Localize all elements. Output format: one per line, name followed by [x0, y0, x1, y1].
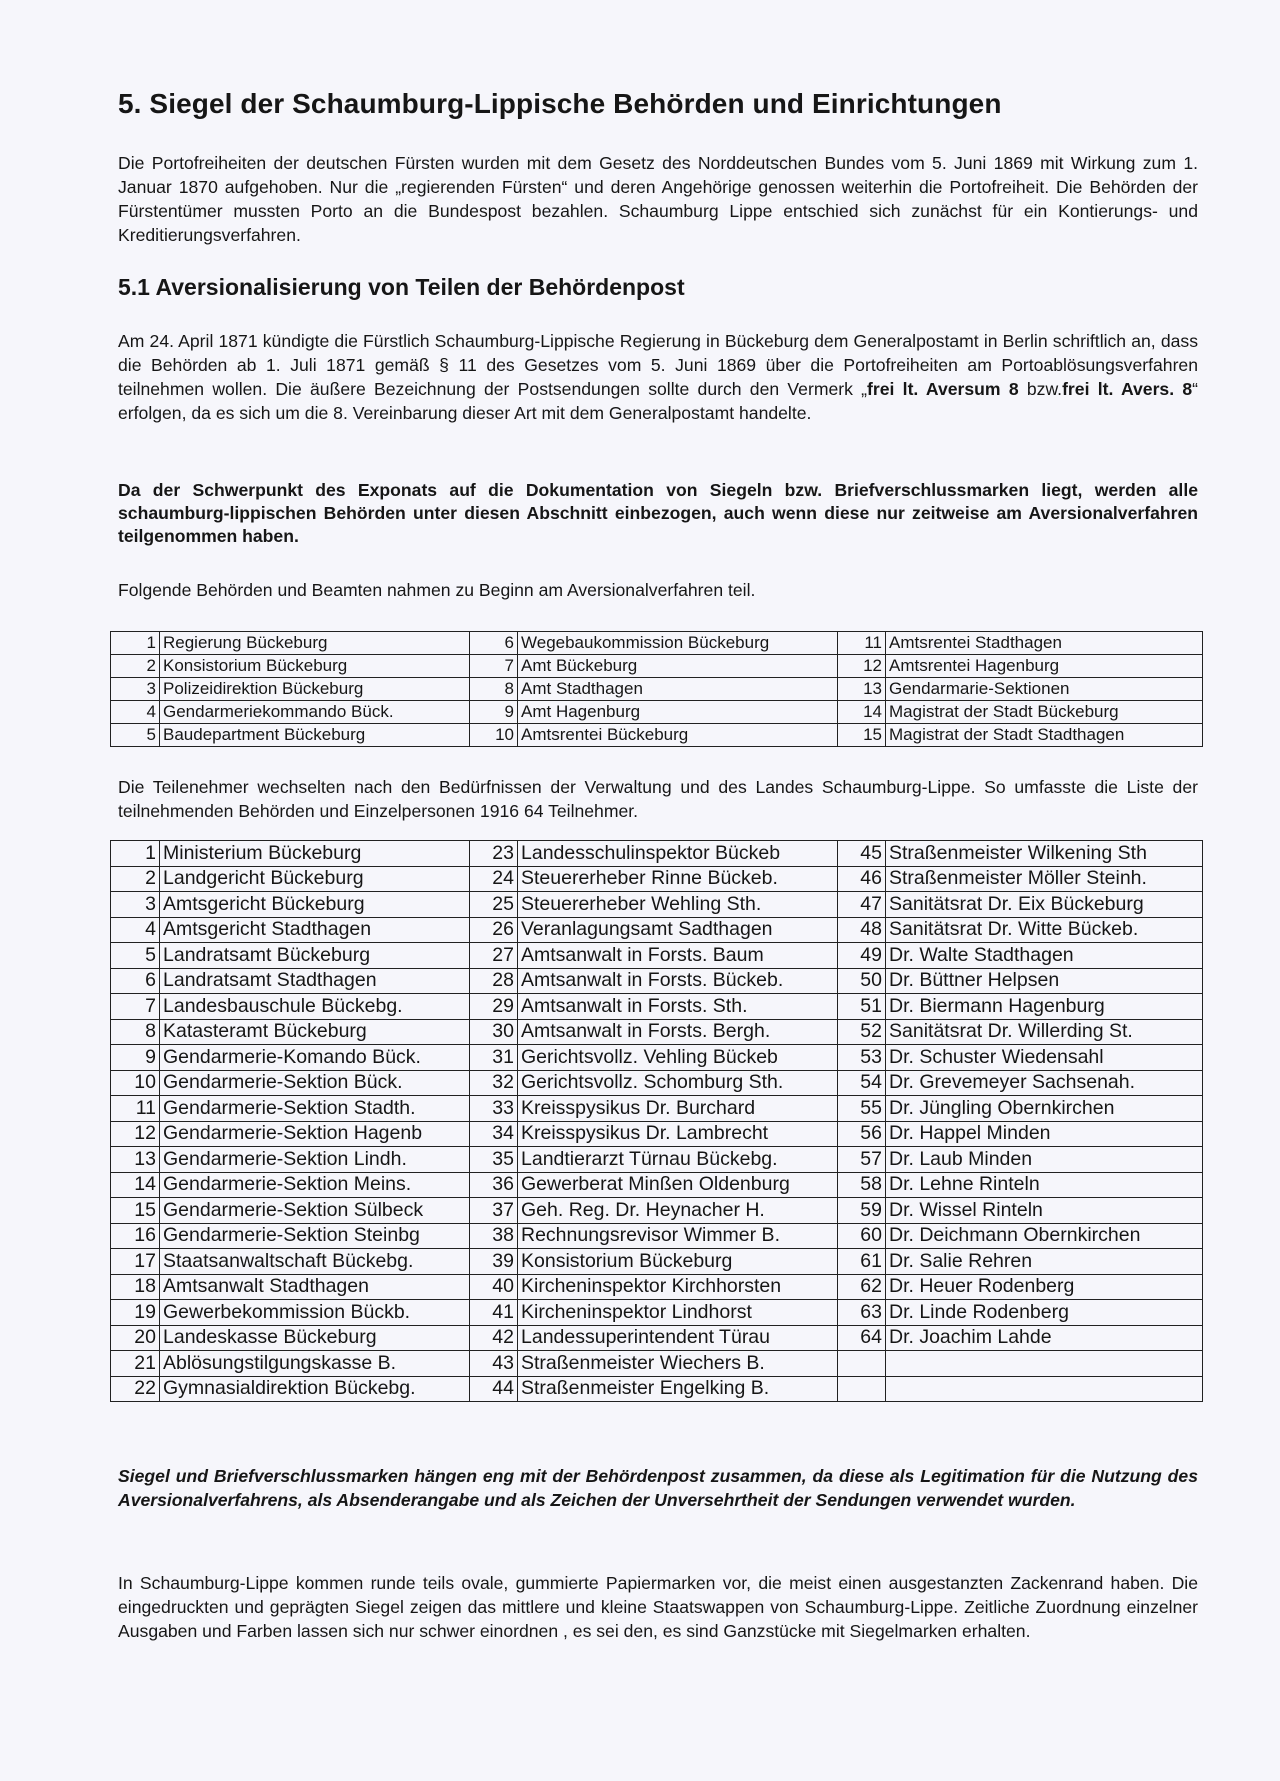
entry-number: 7	[111, 994, 160, 1020]
entry-name: Dr. Grevemeyer Sachsenah.	[886, 1070, 1203, 1096]
entry-name: Baudepartment Bückeburg	[160, 724, 470, 747]
entry-number: 34	[470, 1121, 518, 1147]
entry-number: 2	[111, 866, 160, 892]
entry-number: 3	[111, 678, 160, 701]
focus-paragraph: Da der Schwerpunkt des Exponats auf die Dokumentation von Siegeln bzw. Briefverschlussmarken liegt, werden alle schaumburg-lippischen Behörden unter diesen Abschnitt einbezogen, auch wenn diese nur zeitweise am Aversionalverfahren teilgenommen haben.	[118, 480, 1198, 546]
entry-number: 47	[838, 892, 886, 918]
entry-name	[886, 1351, 1203, 1377]
entry-number: 22	[111, 1376, 160, 1402]
entry-name: Wegebaukommission Bückeburg	[518, 632, 838, 655]
entry-name: Amt Hagenburg	[518, 701, 838, 724]
entry-number: 26	[470, 917, 518, 943]
entry-number: 14	[111, 1172, 160, 1198]
entry-name: Amtsrentei Bückeburg	[518, 724, 838, 747]
seal-legitimation-paragraph: Siegel und Briefverschlussmarken hängen eng mit der Behördenpost zusammen, da diese als Legitimation für die Nutzung des Aversionalverfahrens, als Absenderangabe und als Zeichen der Unversehrtheit der Sendungen verwendet wurden.	[118, 1466, 1198, 1510]
initial-participants-table	[110, 631, 1203, 747]
entry-number: 59	[838, 1198, 886, 1224]
entry-number: 55	[838, 1096, 886, 1122]
entry-name: Landessuperintendent Türau	[518, 1325, 838, 1351]
entry-number: 45	[838, 841, 886, 867]
table-row	[111, 655, 1203, 678]
entry-name: Straßenmeister Wiechers B.	[518, 1351, 838, 1377]
entry-number: 36	[470, 1172, 518, 1198]
entry-name: Landgericht Bückeburg	[160, 866, 470, 892]
entry-name: Polizeidirektion Bückeburg	[160, 678, 470, 701]
entry-name: Steuererheber Rinne Bückeb.	[518, 866, 838, 892]
entry-name: Amtsgericht Bückeburg	[160, 892, 470, 918]
entry-number: 8	[111, 1019, 160, 1045]
aversum-text-c: “ erfolgen, da es sich um die 8. Vereinbarung dieser Art mit dem Generalpostamt handelte.	[118, 379, 1198, 423]
table-row	[111, 968, 1203, 994]
entry-name: Gendarmerie-Sektion Hagenb	[160, 1121, 470, 1147]
entry-name: Gendarmarie-Sektionen	[886, 678, 1203, 701]
entry-name: Konsistorium Bückeburg	[160, 655, 470, 678]
entry-name: Dr. Walte Stadthagen	[886, 943, 1203, 969]
entry-number: 52	[838, 1019, 886, 1045]
entry-name: Kircheninspektor Kirchhorsten	[518, 1274, 838, 1300]
table-row	[111, 1147, 1203, 1173]
table-row	[111, 1121, 1203, 1147]
entry-number: 41	[470, 1300, 518, 1326]
entry-name: Straßenmeister Engelking B.	[518, 1376, 838, 1402]
table-row	[111, 1198, 1203, 1224]
entry-name: Kreisspysikus Dr. Lambrecht	[518, 1121, 838, 1147]
entry-number: 1	[111, 632, 160, 655]
entry-number: 18	[111, 1274, 160, 1300]
entry-number: 9	[470, 701, 518, 724]
entry-number: 21	[111, 1351, 160, 1377]
aversum-bold-a: frei lt. Aversum 8	[867, 379, 1019, 399]
entry-number: 35	[470, 1147, 518, 1173]
entry-name: Gendarmerie-Sektion Sülbeck	[160, 1198, 470, 1224]
participants-change-paragraph: Die Teilenehmer wechselten nach den Bedürfnissen der Verwaltung und des Landes Schaumburg-Lippe. So umfasste die Liste der teilnehmenden Behörden und Einzelpersonen 1916 64 Teilnehmer.	[118, 777, 1198, 821]
entry-name: Gewerberat Minßen Oldenburg	[518, 1172, 838, 1198]
entry-name: Landeskasse Bückeburg	[160, 1325, 470, 1351]
entry-number: 15	[838, 724, 886, 747]
entry-number: 64	[838, 1325, 886, 1351]
entry-name: Gewerbekommission Bückb.	[160, 1300, 470, 1326]
entry-number: 6	[470, 632, 518, 655]
entry-name: Kircheninspektor Lindhorst	[518, 1300, 838, 1326]
table-row	[111, 1249, 1203, 1275]
entry-name: Ministerium Bückeburg	[160, 841, 470, 867]
entry-name: Gerichtsvollz. Schomburg Sth.	[518, 1070, 838, 1096]
entry-name: Dr. Jüngling Obernkirchen	[886, 1096, 1203, 1122]
table-row	[111, 1045, 1203, 1071]
aversum-text-b: bzw.	[1018, 379, 1063, 399]
entry-name: Regierung Bückeburg	[160, 632, 470, 655]
entry-number: 4	[111, 701, 160, 724]
entry-number: 3	[111, 892, 160, 918]
entry-name: Amt Stadthagen	[518, 678, 838, 701]
entry-number: 13	[111, 1147, 160, 1173]
entry-name: Magistrat der Stadt Stadthagen	[886, 724, 1203, 747]
entry-name: Dr. Lehne Rinteln	[886, 1172, 1203, 1198]
entry-name: Sanitätsrat Dr. Witte Bückeb.	[886, 917, 1203, 943]
entry-name: Dr. Heuer Rodenberg	[886, 1274, 1203, 1300]
table-row	[111, 1096, 1203, 1122]
entry-name: Gendarmerie-Sektion Bück.	[160, 1070, 470, 1096]
entry-name: Rechnungsrevisor Wimmer B.	[518, 1223, 838, 1249]
entry-number: 40	[470, 1274, 518, 1300]
participants-1916-table	[110, 840, 1203, 1402]
table-row	[111, 724, 1203, 747]
entry-number: 20	[111, 1325, 160, 1351]
entry-name: Landesbauschule Bückebg.	[160, 994, 470, 1020]
subsection-heading: 5.1 Aversionalisierung von Teilen der Behördenpost	[118, 274, 685, 300]
entry-number: 43	[470, 1351, 518, 1377]
entry-number: 57	[838, 1147, 886, 1173]
entry-number: 27	[470, 943, 518, 969]
entry-name: Dr. Joachim Lahde	[886, 1325, 1203, 1351]
entry-number: 13	[838, 678, 886, 701]
table-row	[111, 701, 1203, 724]
entry-name: Gerichtsvollz. Vehling Bückeb	[518, 1045, 838, 1071]
entry-name: Dr. Laub Minden	[886, 1147, 1203, 1173]
table-row	[111, 866, 1203, 892]
entry-name: Gendarmerie-Sektion Meins.	[160, 1172, 470, 1198]
aversum-text-a: Am 24. April 1871 kündigte die Fürstlich Schaumburg-Lippische Regierung in Bückeburg dem Generalpostamt in Berlin schriftlich an, dass die Behörden ab 1. Juli 1871 gemäß § 11 des Gesetzes vom 5. Juni 1869 über die Portofreiheiten am Portoablösungsverfahren teilnehmen wollen. Die äußere Bezeichnung der Postsendungen sollte durch den Vermerk „	[118, 331, 1198, 399]
entry-name: Magistrat der Stadt Bückeburg	[886, 701, 1203, 724]
seal-description-paragraph: In Schaumburg-Lippe kommen runde teils ovale, gummierte Papiermarken vor, die meist einen ausgestanzten Zackenrand haben. Die eingedruckten und geprägten Siegel zeigen das mittlere und kleine Staatswappen von Schaumburg-Lippe. Zeitliche Zuordnung einzelner Ausgaben und Farben lassen sich nur schwer einordnen , es sei den, es sind Ganzstücke mit Siegelmarken erhalten.	[118, 1573, 1198, 1641]
entry-number: 30	[470, 1019, 518, 1045]
entry-number: 9	[111, 1045, 160, 1071]
entry-number: 61	[838, 1249, 886, 1275]
entry-number: 48	[838, 917, 886, 943]
intro-paragraph: Die Portofreiheiten der deutschen Fürsten wurden mit dem Gesetz des Norddeutschen Bundes vom 5. Juni 1869 mit Wirkung zum 1. Januar 1870 aufgehoben. Nur die „regierenden Fürsten“ und deren Angehörige genossen weiterhin die Portofreiheit. Die Behörden der Fürstentümer mussten Porto an die Bundespost bezahlen. Schaumburg Lippe entschied sich zunächst für ein Kontierungs- und Kreditierungsverfahren.	[118, 153, 1198, 245]
entry-name: Kreisspysikus Dr. Burchard	[518, 1096, 838, 1122]
entry-name: Sanitätsrat Dr. Eix Bückeburg	[886, 892, 1203, 918]
entry-number: 11	[111, 1096, 160, 1122]
entry-name	[886, 1376, 1203, 1402]
table-row	[111, 917, 1203, 943]
entry-number: 53	[838, 1045, 886, 1071]
entry-number: 33	[470, 1096, 518, 1122]
entry-number: 15	[111, 1198, 160, 1224]
entry-number: 63	[838, 1300, 886, 1326]
entry-number: 8	[470, 678, 518, 701]
entry-name: Straßenmeister Wilkening Sth	[886, 841, 1203, 867]
entry-name: Dr. Wissel Rinteln	[886, 1198, 1203, 1224]
entry-number: 19	[111, 1300, 160, 1326]
entry-number: 60	[838, 1223, 886, 1249]
entry-number: 46	[838, 866, 886, 892]
entry-number: 62	[838, 1274, 886, 1300]
table-row	[111, 841, 1203, 867]
entry-name: Amt Bückeburg	[518, 655, 838, 678]
entry-number: 25	[470, 892, 518, 918]
participants-intro: Folgende Behörden und Beamten nahmen zu Beginn am Aversionalverfahren teil.	[118, 580, 756, 600]
entry-number: 16	[111, 1223, 160, 1249]
entry-name: Dr. Linde Rodenberg	[886, 1300, 1203, 1326]
table-row	[111, 1019, 1203, 1045]
entry-name: Konsistorium Bückeburg	[518, 1249, 838, 1275]
entry-number	[838, 1351, 886, 1377]
table-row	[111, 1351, 1203, 1377]
entry-number: 4	[111, 917, 160, 943]
entry-number: 11	[838, 632, 886, 655]
table-row	[111, 1172, 1203, 1198]
table-row	[111, 632, 1203, 655]
entry-number: 54	[838, 1070, 886, 1096]
table-row	[111, 1376, 1203, 1402]
entry-name: Amtsrentei Stadthagen	[886, 632, 1203, 655]
entry-number: 1	[111, 841, 160, 867]
entry-name: Amtsanwalt Stadthagen	[160, 1274, 470, 1300]
entry-number: 10	[111, 1070, 160, 1096]
entry-number: 37	[470, 1198, 518, 1224]
entry-number: 12	[838, 655, 886, 678]
entry-name: Landratsamt Bückeburg	[160, 943, 470, 969]
entry-name: Gendarmerie-Komando Bück.	[160, 1045, 470, 1071]
entry-name: Staatsanwaltschaft Bückebg.	[160, 1249, 470, 1275]
table-row	[111, 1223, 1203, 1249]
entry-number: 31	[470, 1045, 518, 1071]
entry-number: 2	[111, 655, 160, 678]
entry-name: Dr. Happel Minden	[886, 1121, 1203, 1147]
entry-number	[838, 1376, 886, 1402]
entry-number: 38	[470, 1223, 518, 1249]
entry-number: 50	[838, 968, 886, 994]
table-row	[111, 994, 1203, 1020]
entry-number: 58	[838, 1172, 886, 1198]
entry-name: Dr. Deichmann Obernkirchen	[886, 1223, 1203, 1249]
entry-number: 5	[111, 724, 160, 747]
entry-name: Gymnasialdirektion Bückebg.	[160, 1376, 470, 1402]
entry-number: 49	[838, 943, 886, 969]
entry-name: Dr. Salie Rehren	[886, 1249, 1203, 1275]
entry-name: Landesschulinspektor Bückeb	[518, 841, 838, 867]
entry-name: Amtsanwalt in Forsts. Bückeb.	[518, 968, 838, 994]
table-row	[111, 943, 1203, 969]
table-row	[111, 678, 1203, 701]
entry-name: Gendarmerie-Sektion Steinbg	[160, 1223, 470, 1249]
entry-name: Amtsrentei Hagenburg	[886, 655, 1203, 678]
entry-number: 28	[470, 968, 518, 994]
entry-name: Ablösungstilgungskasse B.	[160, 1351, 470, 1377]
entry-name: Sanitätsrat Dr. Willerding St.	[886, 1019, 1203, 1045]
section-heading: 5. Siegel der Schaumburg-Lippische Behörden und Einrichtungen	[118, 88, 1002, 119]
entry-number: 12	[111, 1121, 160, 1147]
entry-number: 17	[111, 1249, 160, 1275]
entry-name: Veranlagungsamt Sadthagen	[518, 917, 838, 943]
entry-name: Geh. Reg. Dr. Heynacher H.	[518, 1198, 838, 1224]
table-row	[111, 1274, 1203, 1300]
entry-name: Katasteramt Bückeburg	[160, 1019, 470, 1045]
entry-number: 44	[470, 1376, 518, 1402]
entry-number: 29	[470, 994, 518, 1020]
entry-name: Gendarmeriekommando Bück.	[160, 701, 470, 724]
entry-name: Steuererheber Wehling Sth.	[518, 892, 838, 918]
entry-name: Dr. Büttner Helpsen	[886, 968, 1203, 994]
entry-number: 10	[470, 724, 518, 747]
entry-name: Dr. Schuster Wiedensahl	[886, 1045, 1203, 1071]
entry-number: 39	[470, 1249, 518, 1275]
entry-name: Gendarmerie-Sektion Lindh.	[160, 1147, 470, 1173]
entry-number: 24	[470, 866, 518, 892]
entry-name: Amtsanwalt in Forsts. Sth.	[518, 994, 838, 1020]
entry-name: Straßenmeister Möller Steinh.	[886, 866, 1203, 892]
entry-name: Amtsanwalt in Forsts. Baum	[518, 943, 838, 969]
entry-number: 5	[111, 943, 160, 969]
entry-number: 32	[470, 1070, 518, 1096]
entry-name: Amtsanwalt in Forsts. Bergh.	[518, 1019, 838, 1045]
entry-number: 51	[838, 994, 886, 1020]
table-row	[111, 892, 1203, 918]
entry-number: 56	[838, 1121, 886, 1147]
entry-number: 42	[470, 1325, 518, 1351]
table-row	[111, 1070, 1203, 1096]
entry-name: Gendarmerie-Sektion Stadth.	[160, 1096, 470, 1122]
aversum-bold-b: frei lt. Avers. 8	[1062, 379, 1193, 399]
entry-number: 23	[470, 841, 518, 867]
entry-number: 14	[838, 701, 886, 724]
table-row	[111, 1325, 1203, 1351]
entry-number: 6	[111, 968, 160, 994]
table-row	[111, 1300, 1203, 1326]
entry-name: Amtsgericht Stadthagen	[160, 917, 470, 943]
entry-name: Dr. Biermann Hagenburg	[886, 994, 1203, 1020]
entry-name: Landratsamt Stadthagen	[160, 968, 470, 994]
aversum-paragraph	[118, 329, 1198, 425]
entry-name: Landtierarzt Türnau Bückebg.	[518, 1147, 838, 1173]
entry-number: 7	[470, 655, 518, 678]
